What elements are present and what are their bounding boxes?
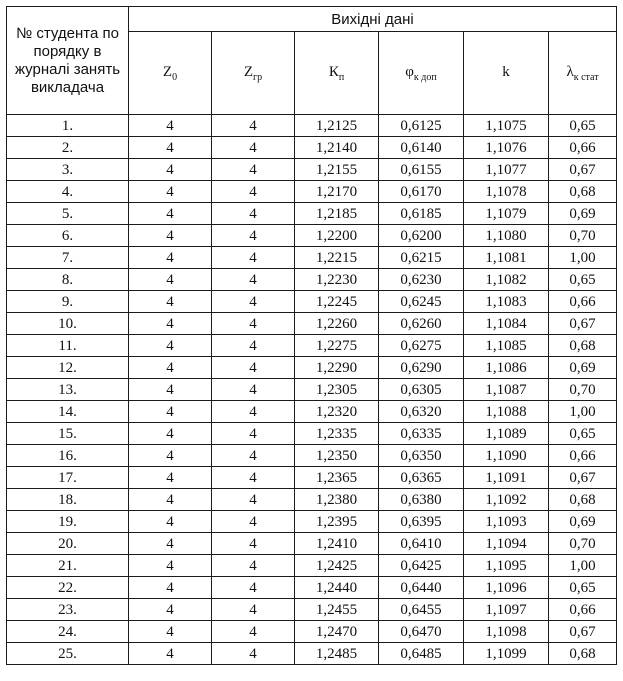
kp-cell: 1,2470 [295,621,379,643]
k-cell: 1,1077 [464,159,549,181]
lambda-k-stat-cell: 0,70 [549,225,617,247]
zgr-cell: 4 [212,599,295,621]
phi-k-dop-cell: 0,6425 [379,555,464,577]
zgr-cell: 4 [212,555,295,577]
phi-k-dop-cell: 0,6485 [379,643,464,665]
z0-cell: 4 [129,269,212,291]
lambda-k-stat-cell: 0,70 [549,533,617,555]
lambda-k-stat-cell: 0,67 [549,467,617,489]
phi-k-dop-cell: 0,6140 [379,137,464,159]
table-row [7,115,617,137]
k-cell: 1,1084 [464,313,549,335]
source-data-table [6,6,617,665]
table-row [7,599,617,621]
z0-cell: 4 [129,467,212,489]
column-header-z0: $Z_0$ [129,32,212,115]
table-row [7,445,617,467]
k-cell: 1,1099 [464,643,549,665]
student-number-cell: 19. [7,511,129,533]
kp-cell: 1,2275 [295,335,379,357]
z0-cell: 4 [129,115,212,137]
student-number-cell: 10. [7,313,129,335]
k-cell: 1,1083 [464,291,549,313]
lambda-k-stat-cell: 0,68 [549,335,617,357]
kp-cell: 1,2170 [295,181,379,203]
table-row [7,467,617,489]
z0-cell: 4 [129,423,212,445]
student-number-cell: 2. [7,137,129,159]
table-row [7,621,617,643]
student-number-cell: 7. [7,247,129,269]
student-number-cell: 17. [7,467,129,489]
kp-cell: 1,2305 [295,379,379,401]
z0-cell: 4 [129,489,212,511]
table-row [7,401,617,423]
zgr-cell: 4 [212,159,295,181]
z0-cell: 4 [129,225,212,247]
z0-cell: 4 [129,445,212,467]
kp-cell: 1,2290 [295,357,379,379]
lambda-k-stat-cell: 0,66 [549,445,617,467]
k-cell: 1,1086 [464,357,549,379]
phi-k-dop-cell: 0,6395 [379,511,464,533]
z0-cell: 4 [129,533,212,555]
phi-k-dop-cell: 0,6455 [379,599,464,621]
phi-k-dop-cell: 0,6350 [379,445,464,467]
k-cell: 1,1091 [464,467,549,489]
phi-k-dop-cell: 0,6365 [379,467,464,489]
lambda-k-stat-cell: 0,69 [549,203,617,225]
lambda-k-stat-cell: 0,66 [549,599,617,621]
zgr-cell: 4 [212,467,295,489]
z0-cell: 4 [129,511,212,533]
kp-cell: 1,2230 [295,269,379,291]
zgr-cell: 4 [212,401,295,423]
kp-cell: 1,2155 [295,159,379,181]
source-data-group-header: Вихідні дані [129,7,617,32]
z0-cell: 4 [129,335,212,357]
z0-cell: 4 [129,291,212,313]
z0-cell: 4 [129,203,212,225]
k-cell: 1,1090 [464,445,549,467]
z0-cell: 4 [129,313,212,335]
k-cell: 1,1082 [464,269,549,291]
student-number-cell: 24. [7,621,129,643]
lambda-k-stat-cell: 0,66 [549,291,617,313]
column-header-lambda-k-stat: $\lambda_{к стат}$ [549,32,617,115]
column-header-k: k [464,32,549,115]
kp-cell: 1,2125 [295,115,379,137]
student-number-cell: 6. [7,225,129,247]
zgr-cell: 4 [212,313,295,335]
z0-cell: 4 [129,555,212,577]
lambda-k-stat-cell: 0,67 [549,159,617,181]
z0-cell: 4 [129,379,212,401]
student-number-cell: 14. [7,401,129,423]
phi-k-dop-cell: 0,6125 [379,115,464,137]
column-header-zgr: $Z_{гр}$ [212,32,295,115]
kp-cell: 1,2350 [295,445,379,467]
kp-cell: 1,2425 [295,555,379,577]
zgr-cell: 4 [212,621,295,643]
kp-cell: 1,2320 [295,401,379,423]
table-row [7,511,617,533]
lambda-k-stat-cell: 0,65 [549,115,617,137]
table-body [7,115,617,665]
table-row [7,203,617,225]
k-cell: 1,1096 [464,577,549,599]
zgr-cell: 4 [212,533,295,555]
k-cell: 1,1093 [464,511,549,533]
student-number-header: № студента по порядку в журналі занять викладача [7,7,129,115]
student-number-cell: 9. [7,291,129,313]
student-number-cell: 8. [7,269,129,291]
student-number-cell: 23. [7,599,129,621]
z0-cell: 4 [129,577,212,599]
table-row [7,313,617,335]
table-row [7,335,617,357]
lambda-k-stat-cell: 0,68 [549,489,617,511]
lambda-k-stat-cell: 0,67 [549,313,617,335]
k-cell: 1,1087 [464,379,549,401]
zgr-cell: 4 [212,643,295,665]
zgr-cell: 4 [212,511,295,533]
table-row [7,269,617,291]
k-cell: 1,1098 [464,621,549,643]
kp-cell: 1,2485 [295,643,379,665]
table-row [7,379,617,401]
lambda-k-stat-cell: 0,69 [549,511,617,533]
phi-k-dop-cell: 0,6305 [379,379,464,401]
kp-cell: 1,2185 [295,203,379,225]
k-cell: 1,1078 [464,181,549,203]
phi-k-dop-cell: 0,6335 [379,423,464,445]
table-row [7,225,617,247]
phi-k-dop-cell: 0,6230 [379,269,464,291]
student-number-cell: 1. [7,115,129,137]
lambda-k-stat-cell: 0,66 [549,137,617,159]
phi-k-dop-cell: 0,6170 [379,181,464,203]
table-row [7,533,617,555]
phi-k-dop-cell: 0,6410 [379,533,464,555]
k-cell: 1,1075 [464,115,549,137]
z0-cell: 4 [129,181,212,203]
zgr-cell: 4 [212,489,295,511]
zgr-cell: 4 [212,445,295,467]
table-row [7,555,617,577]
student-number-cell: 12. [7,357,129,379]
z0-cell: 4 [129,401,212,423]
z0-cell: 4 [129,643,212,665]
student-number-cell: 13. [7,379,129,401]
k-cell: 1,1076 [464,137,549,159]
zgr-cell: 4 [212,423,295,445]
table-row [7,137,617,159]
lambda-k-stat-cell: 0,67 [549,621,617,643]
k-cell: 1,1088 [464,401,549,423]
student-number-cell: 21. [7,555,129,577]
z0-cell: 4 [129,357,212,379]
lambda-k-stat-cell: 0,69 [549,357,617,379]
kp-cell: 1,2365 [295,467,379,489]
kp-cell: 1,2200 [295,225,379,247]
zgr-cell: 4 [212,137,295,159]
table-row [7,291,617,313]
table-row [7,577,617,599]
k-cell: 1,1094 [464,533,549,555]
z0-cell: 4 [129,599,212,621]
z0-cell: 4 [129,137,212,159]
student-number-cell: 20. [7,533,129,555]
z0-cell: 4 [129,621,212,643]
student-number-cell: 3. [7,159,129,181]
student-number-cell: 25. [7,643,129,665]
table-row [7,423,617,445]
phi-k-dop-cell: 0,6245 [379,291,464,313]
zgr-cell: 4 [212,269,295,291]
k-cell: 1,1092 [464,489,549,511]
table-header [7,7,617,115]
lambda-k-stat-cell: 0,65 [549,269,617,291]
phi-k-dop-cell: 0,6200 [379,225,464,247]
kp-cell: 1,2245 [295,291,379,313]
k-cell: 1,1085 [464,335,549,357]
phi-k-dop-cell: 0,6320 [379,401,464,423]
k-cell: 1,1089 [464,423,549,445]
phi-k-dop-cell: 0,6260 [379,313,464,335]
zgr-cell: 4 [212,203,295,225]
table-row [7,247,617,269]
phi-k-dop-cell: 0,6440 [379,577,464,599]
lambda-k-stat-cell: 0,70 [549,379,617,401]
k-cell: 1,1081 [464,247,549,269]
zgr-cell: 4 [212,247,295,269]
kp-cell: 1,2380 [295,489,379,511]
z0-cell: 4 [129,159,212,181]
kp-cell: 1,2335 [295,423,379,445]
k-cell: 1,1095 [464,555,549,577]
kp-cell: 1,2260 [295,313,379,335]
lambda-k-stat-cell: 1,00 [549,555,617,577]
student-number-cell: 15. [7,423,129,445]
zgr-cell: 4 [212,115,295,137]
k-cell: 1,1097 [464,599,549,621]
zgr-cell: 4 [212,357,295,379]
table-row [7,159,617,181]
lambda-k-stat-cell: 0,65 [549,423,617,445]
zgr-cell: 4 [212,181,295,203]
phi-k-dop-cell: 0,6380 [379,489,464,511]
student-number-cell: 18. [7,489,129,511]
phi-k-dop-cell: 0,6215 [379,247,464,269]
kp-cell: 1,2455 [295,599,379,621]
phi-k-dop-cell: 0,6185 [379,203,464,225]
lambda-k-stat-cell: 0,65 [549,577,617,599]
kp-cell: 1,2395 [295,511,379,533]
table-row [7,181,617,203]
kp-cell: 1,2440 [295,577,379,599]
kp-cell: 1,2410 [295,533,379,555]
student-number-cell: 11. [7,335,129,357]
lambda-k-stat-cell: 0,68 [549,181,617,203]
kp-cell: 1,2140 [295,137,379,159]
lambda-k-stat-cell: 0,68 [549,643,617,665]
phi-k-dop-cell: 0,6275 [379,335,464,357]
student-number-cell: 16. [7,445,129,467]
table-row [7,357,617,379]
k-cell: 1,1079 [464,203,549,225]
zgr-cell: 4 [212,577,295,599]
column-header-phi-k-dop: $\varphi_{к доп}$ [379,32,464,115]
zgr-cell: 4 [212,291,295,313]
kp-cell: 1,2215 [295,247,379,269]
zgr-cell: 4 [212,379,295,401]
zgr-cell: 4 [212,335,295,357]
phi-k-dop-cell: 0,6155 [379,159,464,181]
lambda-k-stat-cell: 1,00 [549,247,617,269]
zgr-cell: 4 [212,225,295,247]
column-header-kp: $К_п$ [295,32,379,115]
table-row [7,489,617,511]
student-number-cell: 4. [7,181,129,203]
table-row [7,643,617,665]
student-number-cell: 5. [7,203,129,225]
phi-k-dop-cell: 0,6470 [379,621,464,643]
student-number-cell: 22. [7,577,129,599]
z0-cell: 4 [129,247,212,269]
phi-k-dop-cell: 0,6290 [379,357,464,379]
lambda-k-stat-cell: 1,00 [549,401,617,423]
k-cell: 1,1080 [464,225,549,247]
